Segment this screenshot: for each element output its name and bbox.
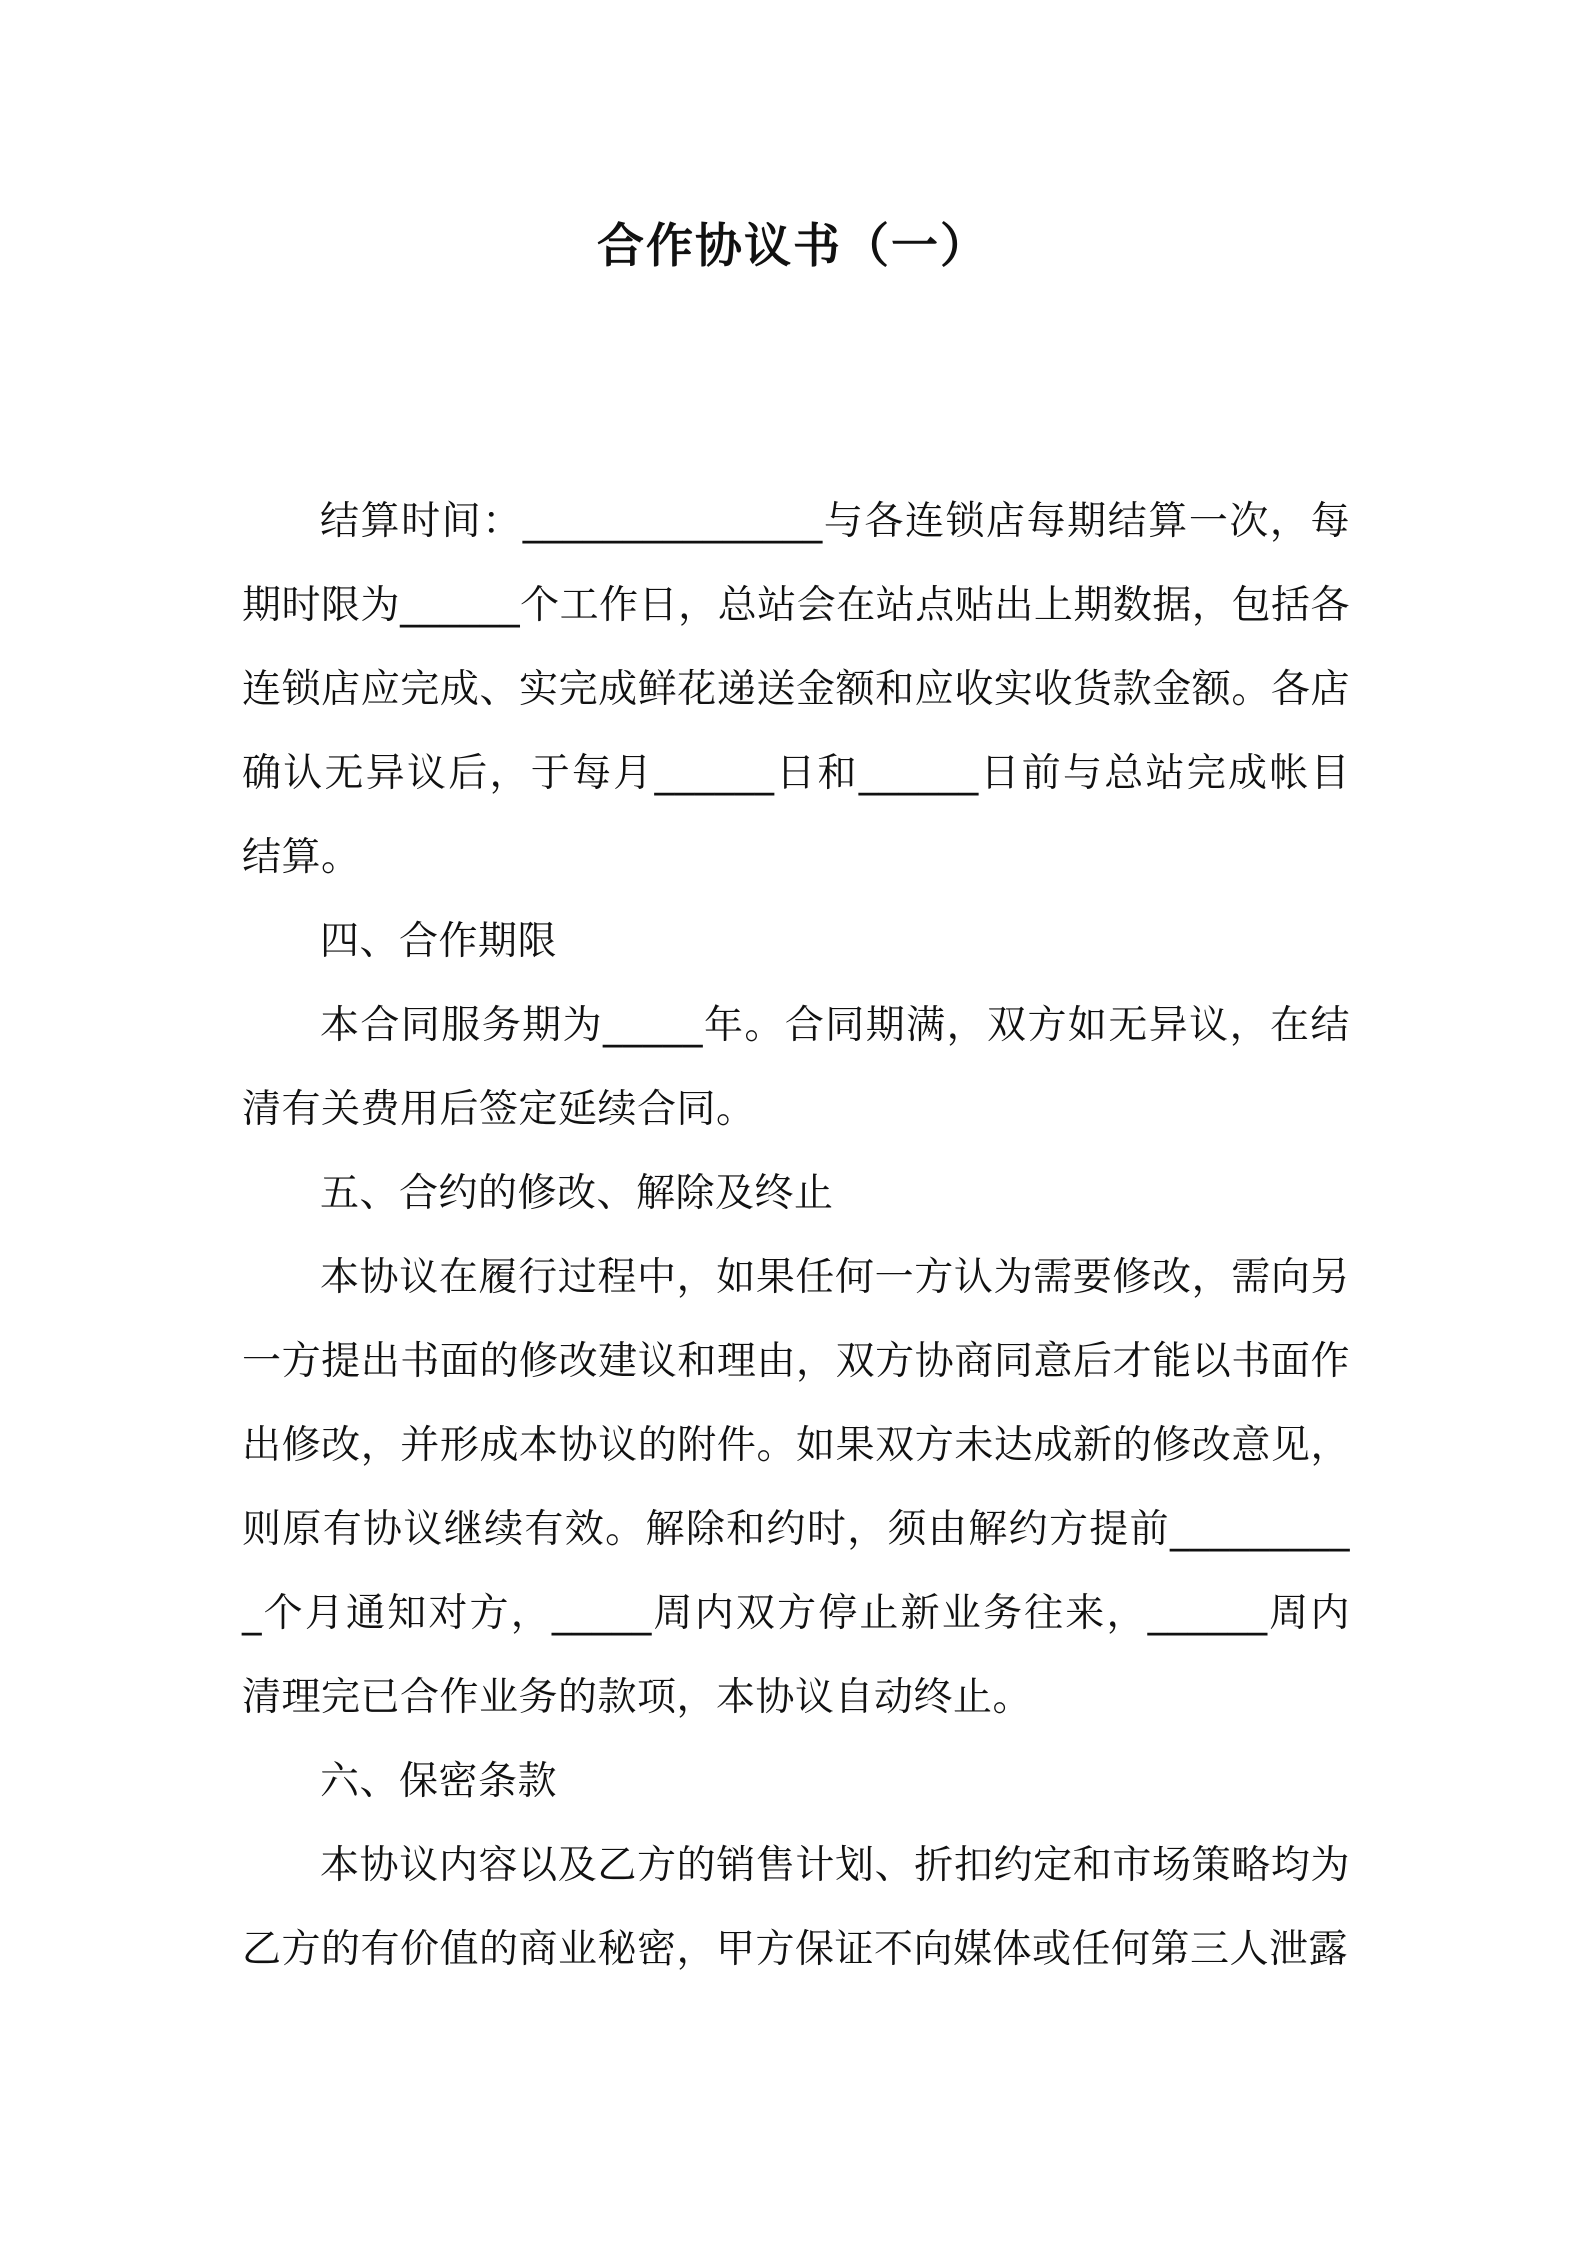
paragraph-confidentiality: 本协议内容以及乙方的销售计划、折扣约定和市场策略均为乙方的有价值的商业秘密，甲方保证不向媒体或任何第三人泄露 xyxy=(242,1843,1350,1972)
section-heading-modification: 五、合约的修改、解除及终止 xyxy=(320,1171,834,1216)
document-title: 合作协议书（一） xyxy=(597,219,989,274)
paragraph-term: 本合同服务期为_____年。合同期满，双方如无异议，在结清有关费用后签定延续合同。 xyxy=(242,1003,1350,1132)
paragraph-settlement: 结算时间：_______________与各连锁店每期结算一次，每期时限为______个工作日，总站会在站点贴出上期数据，包括各连锁店应完成、实完成鲜花递送金额和应收实收货款金额。各店确认无异议后，于每月______日和______日前与总站完成帐目结算。 xyxy=(242,499,1350,880)
section-heading-term: 四、合作期限 xyxy=(320,919,558,964)
document-body xyxy=(242,480,1350,1992)
paragraph-modification: 本协议在履行过程中，如果任何一方认为需要修改，需向另一方提出书面的修改建议和理由，双方协商同意后才能以书面作出修改，并形成本协议的附件。如果双方未达成新的修改意见，则原有协议继续有效。解除和约时，须由解约方提前__________个月通知对方，_____周内双方停止新业务往来，______周内清理完已合作业务的款项，本协议自动终止。 xyxy=(242,1255,1350,1720)
section-heading-confidentiality: 六、保密条款 xyxy=(320,1759,558,1804)
